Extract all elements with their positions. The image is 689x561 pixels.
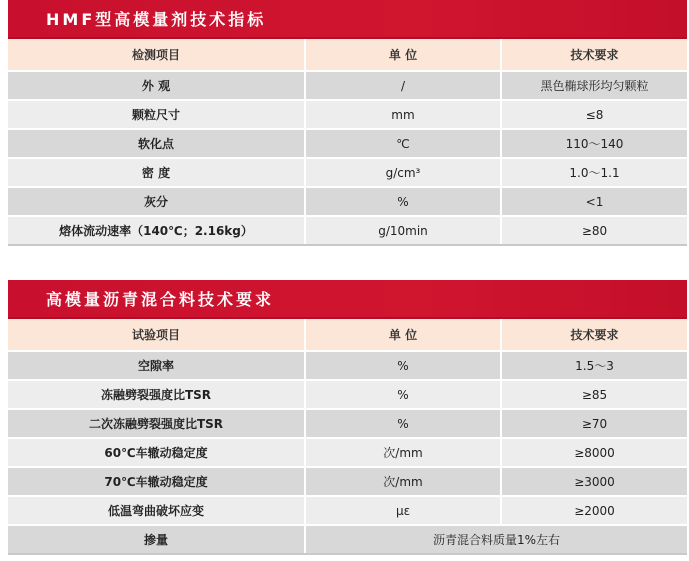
row-item: 掺量 [8,525,305,554]
row-requirement: ≥85 [501,380,687,409]
table-row [8,100,687,129]
row-item: 空隙率 [8,351,305,380]
row-unit: με [305,496,501,525]
mixture-spec-table [8,319,687,555]
mixture-spec-panel [8,280,687,555]
table-row [8,71,687,100]
mixture-spec-title: 高模量沥青混合料技术要求 [8,280,687,319]
row-unit: % [305,409,501,438]
row-item: 颗粒尺寸 [8,100,305,129]
table-header-row [8,39,687,71]
table-header-row [8,319,687,351]
row-requirement: ≥80 [501,216,687,245]
hmf-spec-table [8,39,687,246]
row-item: 二次冻融劈裂强度比TSR [8,409,305,438]
header-unit: 单 位 [305,319,501,351]
table-row [8,438,687,467]
row-unit: g/cm³ [305,158,501,187]
row-unit: 次/mm [305,467,501,496]
table-row [8,409,687,438]
row-requirement: ≤8 [501,100,687,129]
row-unit: % [305,351,501,380]
row-unit: % [305,380,501,409]
row-item: 低温弯曲破坏应变 [8,496,305,525]
table-row [8,351,687,380]
table-row [8,496,687,525]
header-requirement: 技术要求 [501,319,687,351]
row-requirement: 110～140 [501,129,687,158]
row-unit: % [305,187,501,216]
table-row [8,216,687,245]
header-unit: 单 位 [305,39,501,71]
row-item: 70℃车辙动稳定度 [8,467,305,496]
row-requirement: ≥70 [501,409,687,438]
row-item: 冻融劈裂强度比TSR [8,380,305,409]
row-item: 熔体流动速率（140℃；2.16kg） [8,216,305,245]
header-requirement: 技术要求 [501,39,687,71]
row-dosage-value: 沥青混合料质量1%左右 [305,525,687,554]
hmf-spec-title: HMF型高模量剂技术指标 [8,0,687,39]
row-requirement: ≥2000 [501,496,687,525]
table-row [8,467,687,496]
header-test-item: 试验项目 [8,319,305,351]
table-row [8,187,687,216]
row-requirement: 1.0～1.1 [501,158,687,187]
row-requirement: 1.5～3 [501,351,687,380]
row-unit: / [305,71,501,100]
row-unit: mm [305,100,501,129]
table-row [8,129,687,158]
row-item: 密 度 [8,158,305,187]
row-requirement: ≥3000 [501,467,687,496]
hmf-spec-panel [8,0,687,246]
table-row [8,158,687,187]
row-item: 灰分 [8,187,305,216]
row-requirement: <1 [501,187,687,216]
header-test-item: 检测项目 [8,39,305,71]
table-row-dosage [8,525,687,554]
row-item: 外 观 [8,71,305,100]
row-item: 60℃车辙动稳定度 [8,438,305,467]
row-unit: 次/mm [305,438,501,467]
row-requirement: ≥8000 [501,438,687,467]
row-item: 软化点 [8,129,305,158]
row-unit: g/10min [305,216,501,245]
row-requirement: 黑色椭球形均匀颗粒 [501,71,687,100]
table-row [8,380,687,409]
row-unit: ℃ [305,129,501,158]
